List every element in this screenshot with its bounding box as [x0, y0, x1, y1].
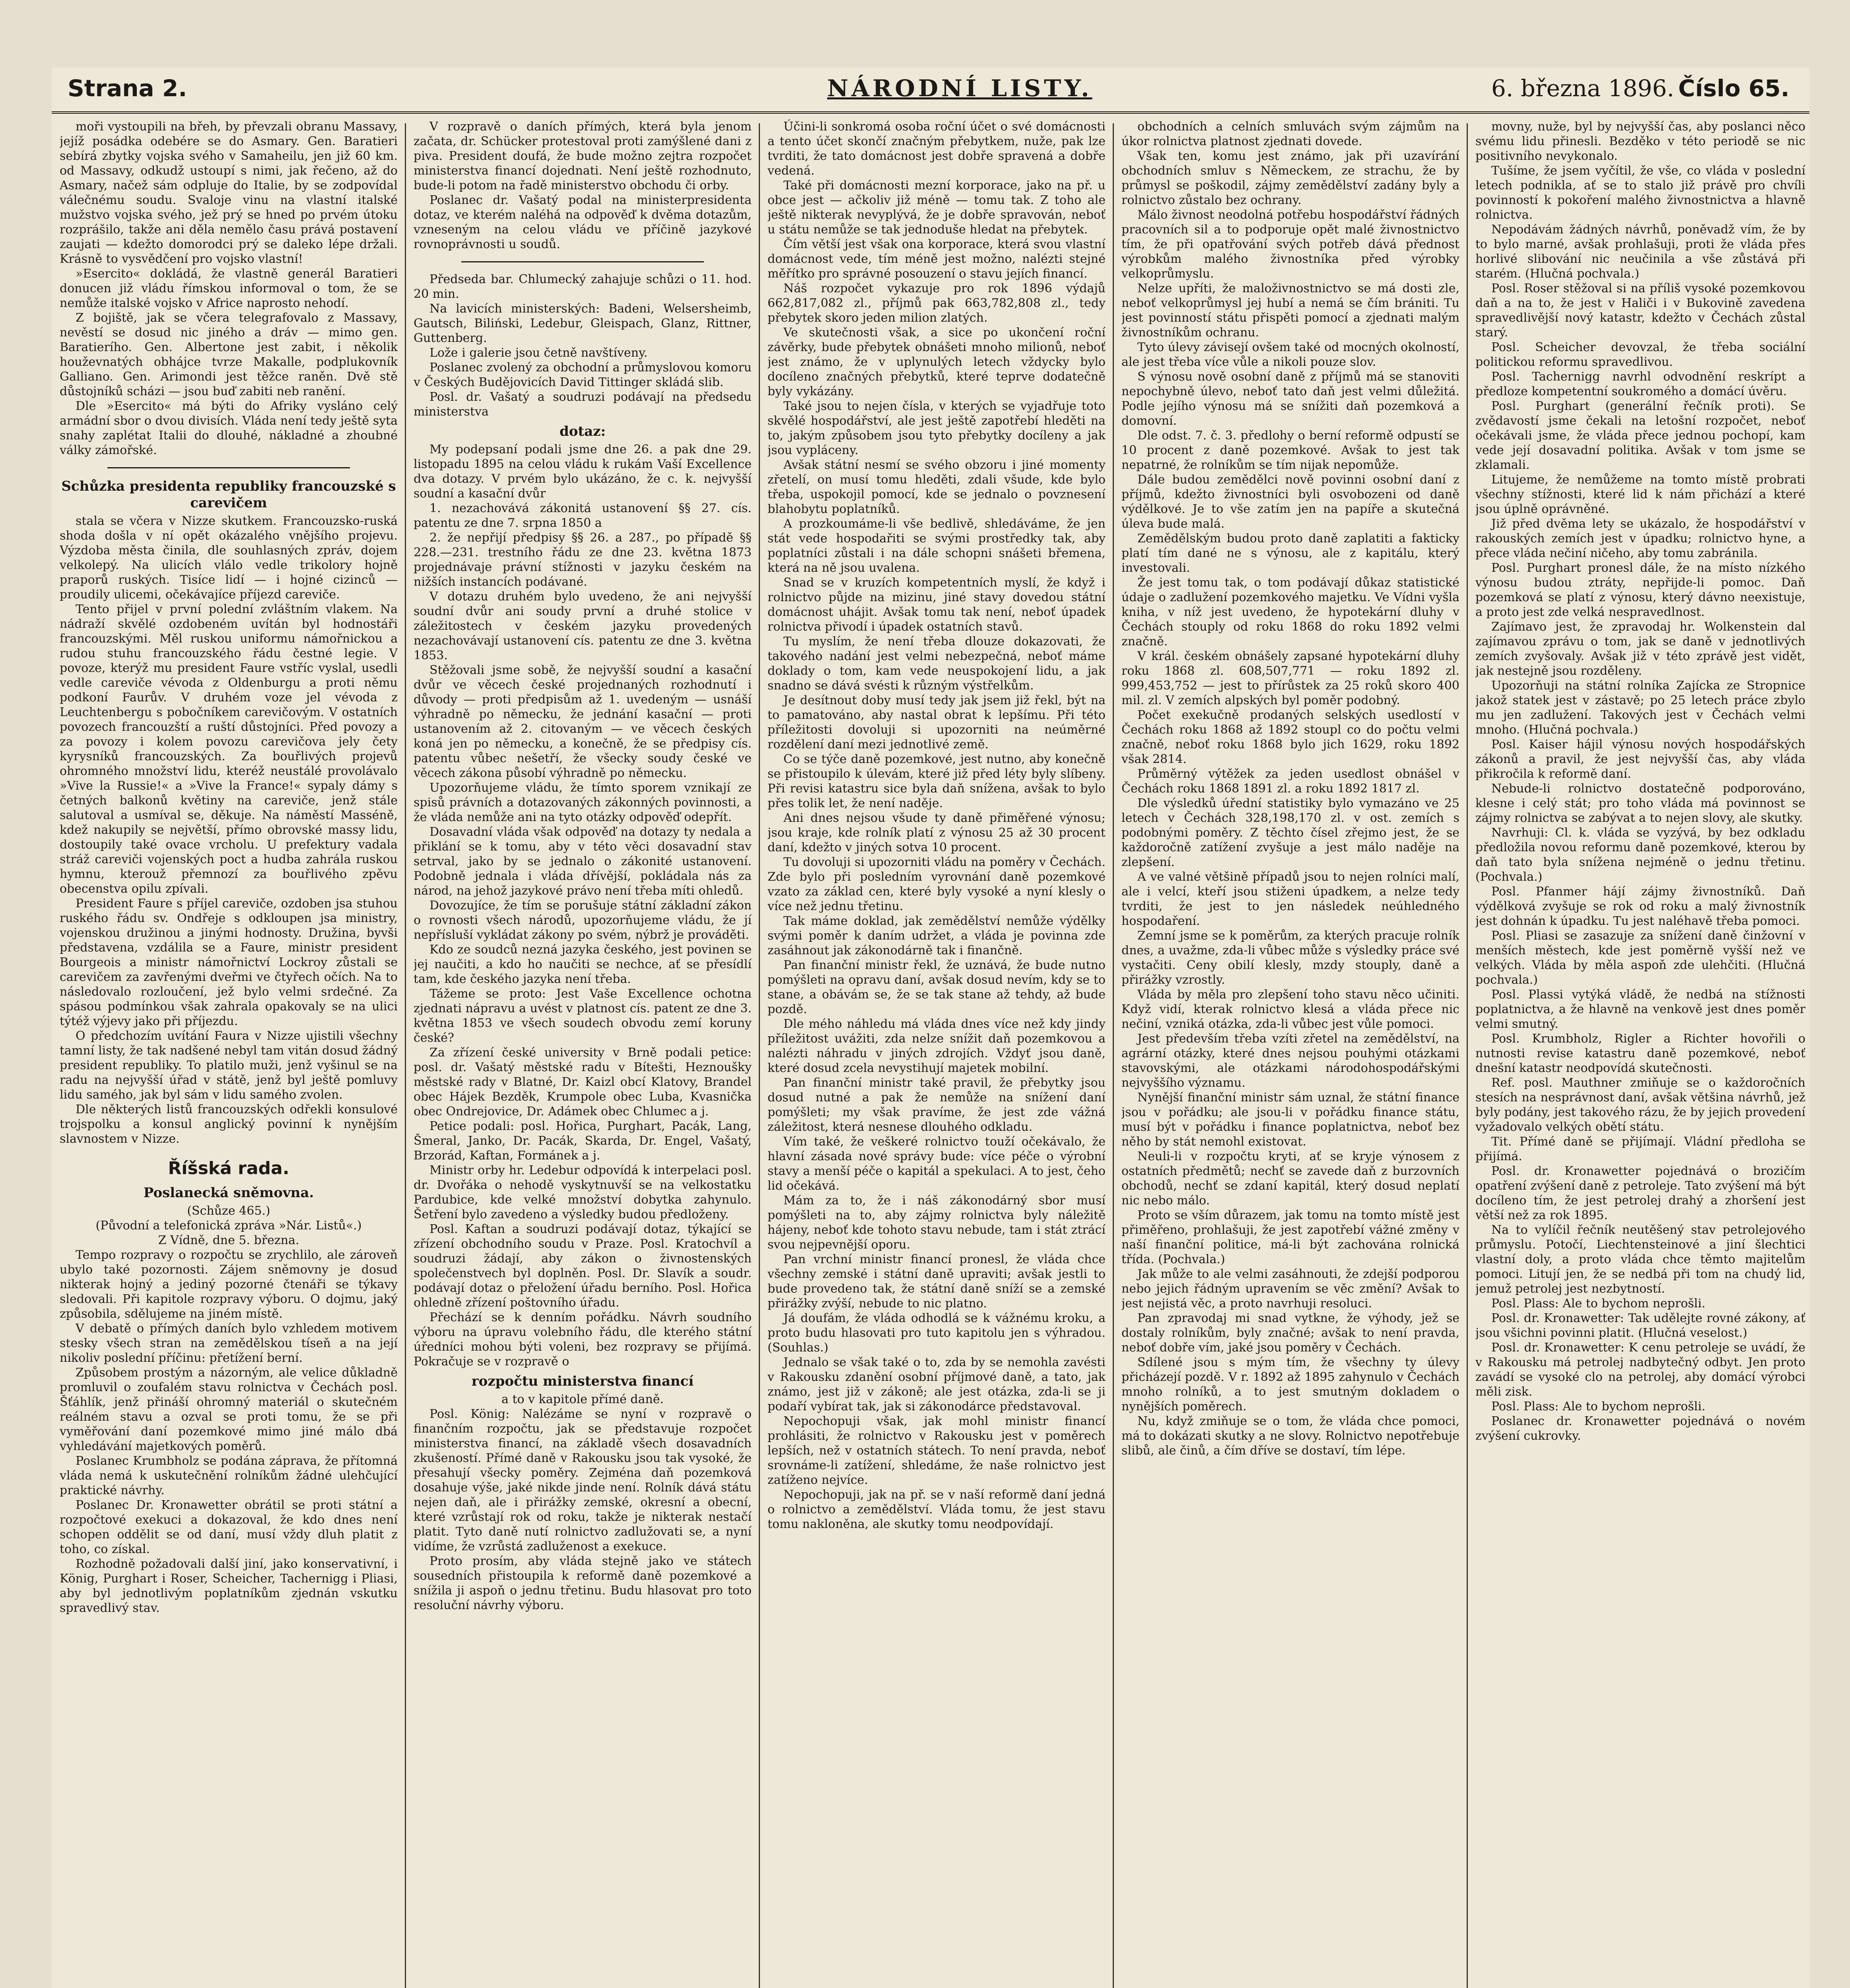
paragraph: Pan finanční ministr také pravil, že přebytky jsou dosud nutné a pak že nemůže na snížení daní pomýšleti; my však pravíme, že jest zde vážná záležitost, která nesnese dlouhého odkladu. — [768, 1076, 1106, 1134]
section-heading: Říšská rada. — [168, 1158, 290, 1178]
paragraph: Nelze upříti, že maloživnostnictvo se má dosti zle, neboť velkoprůmysl jej hubí a nemá se čím brániti. Tu jest povinností státu přispěti pomocí a zjednati malým živnostníkům ochranu. — [1121, 282, 1459, 340]
paragraph: Neuli-li v rozpočtu kryti, ať se kryje výnosem z ostatních předmětů; nechť se zavede daň z burzovních obchodů, nechť se zdaní kapitál, který dosud neplatí nic nebo málo. — [1121, 1149, 1459, 1208]
paragraph: Dle některých listů francouzských odřekli konsulové trojspolku a konsul anglický povinní k nynějším slavnostem v Nizze. — [60, 1103, 398, 1146]
column-rule — [759, 123, 760, 1988]
paragraph: Posl. Plass: Ale to bychom neprošli. — [1491, 1297, 1706, 1310]
issue-date: 6. března 1896. — [1491, 75, 1674, 102]
paragraph: Dle výsledků úřední statistiky bylo vymazáno ve 25 letech v Čechách 328,198,170 zl. v ost. zemích s podobnými poměry. Z těchto čísel zřejmo jest, že se každoročně zatížení zvyšuje a jest málo naděje na zlepšení. — [1121, 796, 1459, 869]
paragraph: Počet exekučně prodaných selských usedlostí v Čechách roku 1868 až 1892 stoupl co do počtu velmi značně, neboť roku 1868 bylo jich 1629, roku 1892 však 2814. — [1121, 708, 1459, 766]
paragraph: Tento přijel v první polední zvláštním vlakem. Na nádraží skvělé ozdobeném uvítán byl hodnostáři francouzskými. Měl ruskou uniformu námořnickou a rudou stuhu francouzského řádu čestné legie. V povoze, kterýž mu president Faure vstříc vyslal, usedli vedle careviče vévoda z Oldenburgu a proti němu podkoní Faurův. V druhém voze jel vévoda z Leuchtenbergu s pobočníkem carevičovým. V ostatních povozech francouzští a ruští důstojníci. Před povozy a za povozy i kolem povozu carevičova jely čety kyrysníků francouzských. Za bouřlivých projevů ohromného množství lidu, kteréž neustálé provolávalo »Vive la Russie!« a »Vive la France!« sypaly dámy s četných balkonů květiny na careviče, jenž stále salutoval a usmíval se, děkuje. Na náměstí Masséně, kdež nakupily se největší, přímo obrovské massy lidu, dostoupily také ovace vrcholu. U prefektury vadala stráž careviči vojenských poct a hudba zahrála ruskou hymnu, kterouž přemnozí za bouřlivého zpěvu obecenstva opilu zpívali. — [60, 602, 398, 896]
paragraph: Proto prosím, aby vláda stejně jako ve státech sousedních přistoupila k reformě daně pozemkové a snížila ji aspoň o jednu třetinu. Budu hlasovat pro toto resoluční návrhy výboru. — [414, 1554, 752, 1612]
paragraph: Ve skutečnosti však, a sice po ukončení roční závěrky, bude přebytek obnášeti mnoho milionů, neboť jest známo, že v uplynulých letech vždycky bylo docíleno značných přebytků, které teprve dodatečně byly vykázány. — [768, 326, 1106, 398]
paragraph: Dle »Esercito« má býti do Afriky vysláno celý armádní sbor o dvou divisích. Vláda není tedy ještě syta snahy zaplétat Italii do dlouhé, nákladné a zhoubné války zámořské. — [60, 399, 398, 457]
paragraph: Poslanec Krumbholz se podána záprava, že přítomná vláda nemá k uskutečnění rolníkům žádné ulehčující praktické návrhy. — [60, 1454, 398, 1497]
paragraph: Co se týče daně pozemkové, jest nutno, aby konečně se přistoupilo k úlevám, které již před léty byly slíbeny. Při revisi katastru sice byla daň snížena, avšak to bylo přes tolik let, že není naděje. — [768, 752, 1106, 810]
paragraph: Je desítnout doby musí tedy jak jsem již řekl, být na to pamatováno, aby nastal obrat k lepšímu. Při této příležitosti dovoluji si upozorniti na neúměrné rozdělení daní mezi jednotlivé země. — [768, 693, 1106, 751]
paragraph: Také jsou to nejen čísla, v kterých se vyjadřuje toto skvělé hospodářství, ale jest ještě zapotřebí hleděti na to, jakým způsobem jsou tyto přebytky docíleny a jak jsou vypláceny. — [768, 399, 1106, 457]
paragraph: Stěžovali jsme sobě, že nejvyšší soudní a kasační dvůr ve věcech české projednaných rozhodnutí i důvody — proti předpisům až 1. uvedeným — usnáší výhradně po německu, že jednání kasační — proti ustanovením až 2. citovaným — ve věcech českých koná jen po německu, a konečně, že se předpisy cís. patentu vůbec nešetří, že všecky soudy české ve věcech zákona působí výhradně po německu. — [414, 663, 752, 780]
paragraph: stala se včera v Nizze skutkem. Francouzsko-ruská shoda došla v ní opět okázalého vnějšího projevu. Výzdoba města činila, dle souhlasných zpráv, dojem velkolepý. Na ulicích vlálo vedle trikolory hojně praporů ruských. Tisíce lidí — i hojné cizinců — proudily ulicemi, očekávajíce příjezd careviče. — [60, 514, 398, 602]
paragraph: Posl. Plassi vytýká vládě, že nedbá na stížnosti poplatnictva, a že hlavně na venkově jest dnes poměr velmi smutný. — [1475, 988, 1805, 1031]
paragraph: Zemní jsme se k poměrům, za kterých pracuje rolník dnes, a uvažme, zda-li vůbec může s výsledky práce své vystačiti. Ceny obilí klesly, mzdy stouply, daně a přirážky vzrostly. — [1121, 929, 1459, 987]
paragraph: Posl. dr. Vašatý a soudruzi podávají na předsedu ministerstva — [414, 390, 752, 419]
subsection-heading: Poslanecká sněmovna. — [143, 1185, 314, 1201]
paragraph: Tu myslím, že není třeba dlouze dokazovati, že takového nadání jest velmi nebezpečná, neboť máme doklady o tom, kam vede neuspokojení lidu, a jak snadno se dává svésti k různým výstřelkům. — [768, 635, 1106, 693]
paragraph: Tu dovoluji si upozorniti vládu na poměry v Čechách. Zde bylo při posledním vyrovnání daně pozemkové vzato za základ cen, které byly vysoké a nyní klesly o více než jednu třetinu. — [768, 855, 1106, 913]
paragraph: V dotazu druhém bylo uvedeno, že ani nejvyšší soudní dvůr ani soudy první a druhé stolice v záležitostech v českém jazyku provedených nezachovávají ustanovení cís. patentu ze dne 3. května 1853. — [414, 590, 752, 662]
paragraph: Vláda by měla pro zlepšení toho stavu něco učiniti. Když vidí, kterak rolnictvo klesá a vláda přece nic nečiní, vzniká otázka, zda-li vůbec jest vůle pomoci. — [1121, 988, 1459, 1031]
paragraph: Lože i galerie jsou četně navštíveny. — [429, 346, 648, 360]
paragraph: My podepsaní podali jsme dne 26. a pak dne 29. listopadu 1895 na celou vládu k rukám Vaší Excellence dva dotazy. V prvém bylo ukázáno, že c. k. nejvyšší soudní a kasační dvůr — [414, 443, 752, 501]
paragraph: Posl. Plass: Ale to bychom neprošli. — [1491, 1400, 1706, 1413]
paragraph: Průměrný výtěžek za jeden usedlost obnášel v Čechách roku 1868 1891 zl. a roku 1892 1817 zl. — [1121, 767, 1459, 796]
paragraph: Posl. Roser stěžoval si na příliš vysoké pozemkovou daň a na to, že jest v Haliči i v Bukovině zavedena spravedlivější nový katastr, kdežto v Čechách zůstal starý. — [1475, 282, 1805, 340]
column-rule — [405, 123, 406, 1988]
paragraph: Již před dvěma lety se ukázalo, že hospodářství v rakouských zemích jest v úpadku; rolnictvo hyne, a přece vláda nečiní ničeho, aby tomu zabránila. — [1475, 517, 1805, 560]
paragraph: Ani dnes nejsou všude ty daně přiměřené výnosu; jsou kraje, kde rolník platí z výnosu 25 až 30 procent daní, kdežto v jiných sotva 10 procent. — [768, 811, 1106, 854]
paragraph: Zemědělským budou proto daně zaplatiti a fakticky platí tím dané ne s výnosu, ale z kapitálu, který investovali. — [1121, 532, 1459, 575]
paragraph: V král. českém obnášely zapsané hypotekární dluhy roku 1868 zl. 608,507,771 — roku 1892 zl. 999,453,752 — jest to přírůstek za 25 roků skoro 400 mil. zl. V zemích alpských byl poměr podobný. — [1121, 649, 1459, 707]
paragraph: Tušíme, že jsem vyčítil, že vše, co vláda v poslední letech podnikla, ať se to stalo již právě pro chvíli povinností k pokoření malého živnostnictva a hlavně rolnictva. — [1475, 164, 1805, 222]
paragraph: Nepochopuji však, jak mohl ministr financí prohlásiti, že rolnictvo v Rakousku jest v poměrech lepších, než v ostatních státech. To není pravda, neboť srovnáme-li zatížení, shledáme, že naše rolnictvo jest zatíženo nejvíce. — [768, 1414, 1106, 1487]
paragraph: Na lavicích ministerských: Badeni, Welsersheimb, Gautsch, Biliński, Ledebur, Gleispach, Glanz, Rittner, Guttenberg. — [414, 302, 752, 345]
paragraph: Zajímavo jest, že zpravodaj hr. Wolkenstein dal zajímavou zprávu o tom, jak se daně v jednotlivých zemích zvyšovaly. Avšak již v této zprávě jest vidět, jak nestejně jsou rozděleny. — [1475, 620, 1805, 678]
paragraph: Čím větší jest však ona korporace, která svou vlastní domácnost vede, tím méně jest možno, nalézti stejné měřítko pro správné posouzení o stavu jejích financí. — [768, 237, 1106, 281]
paragraph: Rozhodně požadovali další jiní, jako konservativní, i König, Purghart i Roser, Scheicher, Tachernigg i Pliasi, aby byl jednotlivým poplatníkům zjednán vskutku spravedlivý stav. — [60, 1557, 398, 1615]
paragraph: Posl. Purghart pronesl dále, že na místo nízkého výnosu budou ztráty, nepřijde-li pomoc. Daň pozemková se platí z výnosu, který dávno neexistuje, a proto jest zde velká nespravedlnost. — [1475, 561, 1805, 619]
paragraph: Kdo ze soudců nezná jazyka českého, jest povinen se jej naučiti, a kdo ho naučiti se nechce, ať se přesídlí tam, kde českého jazyka není třeba. — [414, 943, 752, 986]
paragraph: Mám za to, že i náš zákonodárný sbor musí pomýšleti na to, aby zájmy rolnictva byly náležitě hájeny, neboť kde tohoto stavu nebude, tam i stát ztrácí svou nejpevnější oporu. — [768, 1194, 1106, 1252]
issue-number: Číslo 65. — [1678, 75, 1790, 102]
paragraph: Tak máme doklad, jak zemědělství nemůže výdělky svými poměr k daním udržet, a vláda je povinna zde zasáhnout jak zákonodárně tak i finančně. — [768, 914, 1106, 957]
paragraph: Posl. Kaftan a soudruzi podávají dotaz, týkající se zřízení obchodního soudu v Praze. Posl. Kratochvíl a soudruzi žádají, aby zákon o živnostenských společenstvech byl doplněn. Posl. Dr. Slavík a soudr. podávají dotaz o přeložení úřadu berního. Posl. Hořica ohledně zřízení poštovního úřadu. — [414, 1222, 752, 1310]
newspaper-title: NÁRODNÍ LISTY. — [827, 75, 1092, 102]
paragraph: Upozorňuji na státní rolníka Zajícka ze Stropnice jakož statek jest v zástavě; po 25 letech práce zbylo mu jen zadlužení. Takových jest v Čechách velmi mnoho. (Hlučná pochvala.) — [1475, 679, 1805, 737]
paragraph: Přechází se k denním pořádku. Návrh soudního výboru na úpravu volebního řádu, dle kterého státní úředníci mohou býti voleni, bez rozpravy se přijímá. Pokračuje se v rozpravě o — [414, 1310, 752, 1369]
paragraph: Tempo rozpravy o rozpočtu se zrychlilo, ale zároveň ubylo také pozornosti. Zájem sněmovny je dosud nikterak hojný a jediný pozorné čtenáři se týkavy sledovali. Při kapitole rozpravy výboru. O dojmu, jaký způsobila, sdělujeme na jiném místě. — [60, 1248, 398, 1321]
paragraph: Však ten, komu jest známo, jak při uzavírání obchodních smluv s Německem, ze strachu, že by průmysl se poškodil, zájmy zemědělství zadány byly a rolnictvo zůstalo bez ochrany. — [1121, 149, 1459, 207]
paragraph: Posl. Tachernigg navrhl odvodnění reskrípt a předloze kompetentní soukromého a domácí úvěru. — [1475, 370, 1805, 398]
paragraph: Tážeme se proto: Jest Vaše Excellence ochotna zjednati nápravu a uvést v platnost cís. patent ze dne 3. května 1853 ve všech soudech obvodu zemí koruny české? — [414, 987, 752, 1045]
paragraph: Tit. Přímé daně se přijímají. Vládní předloha se přijímá. — [1475, 1135, 1805, 1163]
paragraph: Posl. Purghart (generální řečník proti). Se zvědavostí jsme čekali na letošní rozpočet, neboť očekávali jsme, že vláda přece jednou pochopí, kam vede její dosavadní politika. Avšak v tom jsme se zklamali. — [1475, 399, 1805, 472]
paragraph: 1. nezachovává zákonitá ustanovení §§ 27. cís. patentu ze dne 7. srpna 1850 a — [414, 501, 752, 530]
page-label: Strana 2. — [68, 75, 187, 102]
dateline: Z Vídně, dne 5. března. — [158, 1233, 299, 1247]
paragraph: S výnosu nově osobní daně z příjmů má se stanoviti nepochybně úlevo, neboť tato daň jest velmi důležitá. Podle jejího výnosu má se snížiti daň pozemková a domovní. — [1121, 370, 1459, 428]
paragraph: A ve valné většině případů jsou to nejen rolníci malí, ale i velcí, kteří jsou stiženi úpadkem, a nelze tedy tvrditi, že jest to jen následek neúhledného hospodaření. — [1121, 870, 1459, 928]
divider — [107, 467, 350, 468]
paragraph: Ministr orby hr. Ledebur odpovídá k interpelaci posl. dr. Dvořáka o nehodě vyskytnuvší se na velkostatku Pardubice, kde velké množství dobytka zahynulo. Šetření bylo zavedeno a výsledky budou předloženy. — [414, 1163, 752, 1221]
paragraph: Dosavadní vláda však odpověď na dotazy ty nedala a přiklání se k tomu, aby v této věci dosavadní stav setrval, jako by se jednalo o zákonité ustanovení. Podobně jednala i vláda dřívější, pokládala nás za národ, na jehož jazykové právo není třeba míti ohledů. — [414, 825, 752, 898]
paragraph: movny, nuže, byl by nejvyšší čas, aby poslanci něco svému lidu přinesli. Bezděko v této periodě se nic positivního nevykonalo. — [1475, 120, 1805, 163]
newspaper-page — [52, 68, 1809, 1988]
paragraph: Posl. dr. Kronawetter: K cenu petroleje se uvádí, že v Rakousku má petrolej nadbytečný odbyt. Jen proto zavádí se vysoké clo na petrolej, aby domácí výrobci měli zisk. — [1475, 1341, 1805, 1399]
paragraph: Způsobem prostým a názorným, ale velice důkladně promluvil o zoufalém stavu rolnictva v Čechách posl. Šťáhlík, jenž přináší ohromný materiál o skutečném reálném stavu a ozval se proti tomu, že se při vyměřování daní pozemkové mimo jiné málo dbá vyhledávání majetkových poměrů. — [60, 1366, 398, 1453]
paragraph: Za zřízení české university v Brně podali petice: posl. dr. Vašatý městské radu v Bítešti, Heznoušky městské rady v Blatné, Dr. Kaizl obcí Klatovy, Brandel obec Hájek Bezděk, Krumpole obec Luba, Kvasnička obec Ondrejovice, Dr. Adámek obec Chlumec a j. — [414, 1046, 752, 1118]
paragraph: Upozorňujeme vládu, že tímto sporem vznikají ze spisů právních a dotazovaných zákonných povinnosti, a že vláda nemůže ani na tyto otázky odpověď odepřít. — [414, 781, 752, 824]
paragraph: obchodních a celních smluvách svým zájmům na úkor rolnictva platnost zjednati dovede. — [1121, 120, 1459, 148]
paragraph: Pan zpravodaj mi snad vytkne, že výhody, jež se dostaly rolníkům, byly značné; avšak to není pravda, neboť dobře vím, jaké jsou poměry v Čechách. — [1121, 1311, 1459, 1355]
masthead — [52, 68, 1809, 114]
paragraph: Navrhuji: Cl. k. vláda se vyzývá, by bez odkladu předložila novou reformu daně pozemkové, kterou by daň tato byla snížena nejméně o jednu třetinu. (Pochvala.) — [1475, 826, 1805, 884]
paragraph: Posl. dr. Kronawetter pojednává o brozičím opatření zvýšení daně z petroleje. Tato zvýšení má být docíleno tím, že jest petrolej drahý a zhoršení jest větší než za rok 1895. — [1475, 1164, 1805, 1222]
paragraph: Poslanec zvolený za obchodní a průmyslovou komoru v Českých Budějovicích David Tittinger skládá slib. — [414, 361, 752, 389]
paragraph: Dle mého náhledu má vláda dnes více než kdy jindy příležitost uvážiti, zda nelze snížit daň pozemkovou a nalézti náhradu v jiných zdrojích. Vždyť jsou daně, které dosud zcela nevystihují majetek mobilní. — [768, 1017, 1106, 1075]
paragraph: Posl. dr. Kronawetter: Tak udělejte rovné zákony, ať jsou všichni povinni platit. (Hlučná veselost.) — [1475, 1311, 1805, 1340]
paragraph: Dále budou zemědělci nově povinni osobní daní z příjmů, kdežto živnostníci byli osvobozeni od daně výdělkové. Je to vše zatím jen na papíře a skutečná úleva bude malá. — [1121, 473, 1459, 531]
paragraph: Dovozujíce, že tím se porušuje státní základní zákon o rovnosti všech národů, upozorňujeme vládu, že jí nepřísluší vykládat zákony po svém, nýbrž je prováděti. — [414, 899, 752, 942]
paragraph: Jest především třeba vzíti zřetel na zemědělství, na agrární otázky, které dnes nejsou pouhými otázkami stavovskými, ale otázkami národohospodářskými nejvyššího významu. — [1121, 1032, 1459, 1090]
paragraph: Poslanec Dr. Kronawetter obrátil se proti státní a rozpočtové exekuci a dokazoval, že kdo dnes není schopen oddělit se od daní, musí vždy dluh platit z toho, co získal. — [60, 1498, 398, 1556]
paragraph: Vím také, že veškeré rolnictvo touží očekávalo, že hlavní zásada nové správy bude: více péče o výrobní stavy a menší péče o kapitál a spekulaci. A to jest, čeho lid očekává. — [768, 1135, 1106, 1193]
column-rule — [1113, 123, 1114, 1988]
paragraph: Poslanec dr. Vašatý podal na ministerpresidenta dotaz, ve kterém naléhá na odpověď k dvěma dotazům, vzneseným na celou vládu ve příčině jazykové rovnoprávnosti u soudů. — [414, 193, 752, 251]
paragraph: Také při domácnosti mezní korporace, jako na př. u obce jest — ačkoliv již méně — tomu tak. Z toho ale ještě nikterak nevyplývá, že je dobře spravován, neboť u státu nemůže se tak jednoduše hledat na přebytek. — [768, 179, 1106, 237]
agenda-heading: rozpočtu ministerstva financí — [471, 1373, 694, 1389]
paragraph: Předseda bar. Chlumecký zahajuje schůzi o 11. hod. 20 min. — [414, 272, 752, 301]
paragraph: Jednalo se však také o to, zda by se nemohla zavésti v Rakousku zdanění osobní příjmové daně, a tato, jak známo, jest již v zákoně; ale jest otázka, zda-li se ji podaří vybírat tak, jak si zákonodárce představoval. — [768, 1355, 1106, 1413]
paragraph: Nu, když zmiňuje se o tom, že vláda chce pomoci, má to dokázati skutky a ne slovy. Rolnictvo nepotřebuje slibů, ale činů, a čím dříve se dostaví, tím lépe. — [1121, 1414, 1459, 1458]
paragraph: O předchozím uvítání Faura v Nizze ujistili všechny tamní listy, že tak nadšené nebyl tam vitán dosud žádný president republiky. To platilo muži, jenž vyšinul se na radu na nejvyšší úřad v státě, jenž byl ještě pomluvy lidu samého, jak byl sám v lidu samého zvolen. — [60, 1029, 398, 1102]
paragraph: a to v kapitole přímé daně. — [501, 1392, 664, 1406]
paragraph: Pan vrchní ministr financí pronesl, že vláda chce všechny zemské i státní daně upraviti; avšak jestli to bude provedeno tak, že státní daně sníží se a zemské přirážky zvýší, nebude to nic platno. — [768, 1252, 1106, 1310]
paragraph: President Faure s příjel careviče, ozdoben jsa stuhou ruského řádu sv. Ondřeje s odkloupen jsa ministry, vojenskou družinou a jinými hodnosty. Družina, byvši představena, vzdálila se a Faure, ministr president Bourgeois a ministr námořnictví Lockroy zůstali se carevičem za zavřenými dveřmi ve čtyřech očích. Na to následovalo rozloučení, jež bylo velmi srdečné. Za spásou podmínkou však zahrala opakovaly se na ulici týtéž výjevy jako při příjezdu. — [60, 897, 398, 1028]
paragraph: Posl. Kaiser hájil výnosu nových hospodářských zákonů a pravil, že jest nejvyšší čas, aby vláda přikročila k reformě daní. — [1475, 738, 1805, 781]
article-heading: Schůzka presidenta republiky francouzské s carevičem — [61, 478, 396, 511]
paragraph: Málo živnost neodolná potřebu hospodářství řádných pracovních sil a to podporuje opět malé živnostnictvo tím, že při opatřování svých potřeb dává přednost výrobkům malého živnostníka před výrobky velkoprůmyslu. — [1121, 208, 1459, 281]
paragraph: Posl. Pliasi se zasazuje za snížení daně činžovní v menších městech, kde jest poměrně vyšší než ve velkých. Vláda by měla aspoň zde ulehčiti. (Hlučná pochvala.) — [1475, 929, 1805, 987]
paragraph: Snad se v kruzích kompetentních myslí, že když i rolnictvo půjde na mizinu, jiné stavy dovedou státní domácnost uhájit. Avšak tomu tak není, neboť úpadek rolnictva přivodí i úpadek ostatních stavů. — [768, 576, 1106, 634]
paragraph: 2. že nepřijí předpisy §§ 26. a 287., po případě §§ 228.—231. trestního řádu ze dne 23. května 1873 projednávaje právní stížnosti v jazyku českém na nižších instancích podávané. — [414, 531, 752, 589]
paragraph: A prozkoumáme-li vše bedlivě, shledáváme, že jen stát vede hospodařiti se svými prostředky tak, aby poplatníci zůstali i na dále schopni snášeti břemena, která na ně jsou uvalena. — [768, 517, 1106, 575]
paragraph: Ref. posl. Mauthner zmiňuje se o každoročních stesích na nesprávnost daní, avšak většina návrhů, jež byly podány, jest takového rázu, že by jejich provedení vyžadovalo velkých obětí státu. — [1475, 1076, 1805, 1134]
paragraph: Pan finanční ministr řekl, že uznává, že bude nutno pomýšleti na opravu daní, avšak dosud nevím, kdy se to stane, a obávám se, že se tak stane až tehdy, až bude pozdě. — [768, 958, 1106, 1016]
paragraph: Posl. König: Nalézáme se nyní v rozpravě o finančním rozpočtu, jak se představuje rozpočet ministerstva financí, na základě všech dosavadních zkušeností. Přímé daně v Rakousku jsou tak vysoké, že přesahují všecky poměry. Zejména daň pozemková dosahuje výše, jaké nikde jinde není. Rolník dává státu nejen daň, ale i přirážky zemské, okresní a obecní, které vzrůstají rok od roku, takže je nikterak nestačí platit. Tyto daně nutí rolnictvo zadlužovati se, a nyní vidíme, že vzrůstá zadluženost a exekuce. — [414, 1407, 752, 1553]
paragraph: Z bojiště, jak se včera telegrafovalo z Massavy, nevěstí se dosud nic jiného a dráv — mimo gen. Baratierího. Gen. Albertone jest zabit, i několik houževnatých obhájce tvrze Makalle, podplukovník Galliano. Gen. Arimondi jest těžce raněn. Dvě stě důstojníků scházi — jsou buď zabiti neb ranění. — [60, 311, 398, 398]
paragraph: Proto se vším důrazem, jak tomu na tomto místě jest přiměřeno, prohlašuji, že jest zapotřebí vážné změny v naší finanční politice, má-li být zachována rolnická třída. (Pochvala.) — [1121, 1208, 1459, 1266]
paragraph: moři vystoupili na břeh, by převzali obranu Massavy, jejíž posádka odebére se do Asmary. Gen. Baratieri sebírá zbytky vojska svého v Samaheilu, jen již 60 km. od Massavy, odkudž ustoupí s nimi, jak řečeno, až do Asmary, načež sám odpluje do Italie, by se zodpovídal válečnému soudu. Svaloje vinu na vlastní italské mužstvo vojska svého, jež prý se hned po prvém útoku rozprášilo, takže ani děla nemělo času prává postavení zaujati — kdežto domorodci prý se daleko lépe držali. Krásně to vysvědčení pro vojsko vlastní! — [60, 120, 398, 266]
paragraph: Tyto úlevy závisejí ovšem také od mocných okolností, ale jest třeba více vůle a nikoli pouze slov. — [1121, 340, 1459, 369]
paragraph: Nynější finanční ministr sám uznal, že státní finance jsou v pořádku; ale jsou-li v pořádku finance státu, musí být v pořádku i finance poplatnictva, neboť bez něho by stát nemohl existovat. — [1121, 1091, 1459, 1149]
column-rule — [1467, 123, 1468, 1988]
paragraph: V debatě o přímých daních bylo vzhledem motivem stesky všech stran na zemědělskou tíseň a na její nikoliv poslední příčinu: přetížení berní. — [60, 1322, 398, 1365]
paragraph: Nebude-li rolnictvo dostatečně podporováno, klesne i celý stát; pro toho vláda má povinnost se zájmy rolnictva se zabývat a to nejen slovy, ale skutky. — [1475, 782, 1805, 825]
column-1 — [60, 119, 398, 1988]
column-5 — [1475, 119, 1805, 1988]
paragraph: Já doufám, že vláda odhodlá se k vážnému kroku, a proto budu hlasovati pro tuto kapitolu jen s výhradou. (Souhlas.) — [768, 1311, 1106, 1355]
paragraph: Nepodávám žádných návrhů, poněvadž vím, že by to bylo marné, avšak prohlašuji, proti že vláda přes horlivé slibování nic neučinila a vše zůstává při starém. (Hlučná pochvala.) — [1475, 223, 1805, 281]
session-number: (Schůze 465.) — [187, 1204, 270, 1218]
paragraph: Dle odst. 7. č. 3. předlohy o berní reformě odpustí se 10 procent z daně pozemkové. Avšak to jest tak nepatrné, že rolníkům se tím nijak nepomůže. — [1121, 429, 1459, 472]
paragraph: V rozpravě o daních přímých, která byla jenom začata, dr. Schücker protestoval proti zamýšlené dani z piva. President doufá, že bude možno zejtra rozpočet ministerstva financí dojednati. Není ještě rozhodnuto, bude-li potom na řadě ministerstvo obchodu či orby. — [414, 120, 752, 192]
paragraph: Náš rozpočet vykazuje pro rok 1896 výdajů 662,817,082 zl., příjmů pak 663,782,808 zl., tedy přebytek skoro jeden milion zlatých. — [768, 282, 1106, 325]
report-source: (Původní a telefonická zpráva »Nár. Listů«.) — [95, 1219, 362, 1233]
paragraph: Účini-li sonkromá osoba roční účet o své domácnosti a tento účet skončí značným přebytkem, nuže, pak lze tvrditi, že tato domácnost jest dobře spravená a dobře vedená. — [768, 120, 1106, 178]
paragraph: Sdílené jsou s mým tím, že všechny ty úlevy přicházejí pozdě. V r. 1892 až 1895 zahynulo v Čechách mnoho rolníků, a to jest smutným dokladem o nynějších poměrech. — [1121, 1355, 1459, 1413]
paragraph: Avšak státní nesmí se svého obzoru i jiné momenty zřetelí, on musí tomu hleděti, zdali všude, kde bylo třeba, uspokojil pomocí, kde se jednalo o povznesení blahobytu poplatníků. — [768, 458, 1106, 516]
paragraph: Posl. Scheicher devovzal, že třeba sociální politickou reformu spravedlivou. — [1475, 340, 1805, 369]
article-columns — [52, 119, 1809, 1988]
paragraph: Poslanec dr. Kronawetter pojednává o novém zvýšení cukrovky. — [1475, 1414, 1805, 1443]
paragraph: Posl. Pfanmer hájí zájmy živnostníků. Daň výdělková zvyšuje se rok od roku a malý živnostník jest dohnán k úpadku. Tu jest naléhavě třeba pomoci. — [1475, 885, 1805, 928]
paragraph: Petice podali: posl. Hořica, Purghart, Pacák, Lang, Šmeral, Janko, Dr. Pacák, Skarda, Dr. Engel, Vašatý, Brzorád, Kaftan, Formánek a j. — [414, 1119, 752, 1163]
column-4 — [1121, 119, 1459, 1988]
column-3 — [768, 119, 1106, 1988]
column-2 — [414, 119, 752, 1988]
paragraph: Nepochopuji, jak na př. se v naší reformě daní jedná o rolnictvo a zemědělství. Vláda tomu, že jest stavu tomu nakloněna, ale skutky tomu neodpovídají. — [768, 1488, 1106, 1531]
paragraph: Litujeme, že nemůžeme na tomto místě probrati všechny stížnosti, které lid k nám přichází a které jsou úplně oprávněné. — [1475, 473, 1805, 516]
paragraph: Posl. Krumbholz, Rigler a Richter hovořili o nutnosti revise katastru daně pozemkové, neboť dnešní katastr neodpovídá skutečnosti. — [1475, 1032, 1805, 1075]
paragraph: Na to vylíčil řečník neutěšený stav petrolejového průmyslu. Potočí, Liechtensteinové a jiní šlechtici vlastní doly, a proto vláda chce těmto majitelům pomoci. Litují jen, že se nedbá při tom na chudý lid, jemuž petrolej jest nezbytností. — [1475, 1223, 1805, 1296]
paragraph: »Esercito« dokládá, že vlastně generál Baratieri donucen již vládu římskou informoval o tom, že se nemůže italské vojsko v Africe naprosto nehodí. — [60, 267, 398, 310]
divider — [461, 261, 704, 262]
paragraph: Jak může to ale velmi zasáhnouti, že zdejší podporou nebo jejich řádným upravením se věc změní? Avšak to jest nejistá věc, a proto navrhuji resoluci. — [1121, 1267, 1459, 1310]
inquiry-heading: dotaz: — [559, 423, 606, 439]
paragraph: Že jest tomu tak, o tom podávají důkaz statistické údaje o zadlužení pozemkového majetku. Ve Vídni vyšla kniha, v níž jest uvedeno, že hypotekární dluhy v Čechách stouply od roku 1868 do roku 1892 velmi značně. — [1121, 576, 1459, 648]
